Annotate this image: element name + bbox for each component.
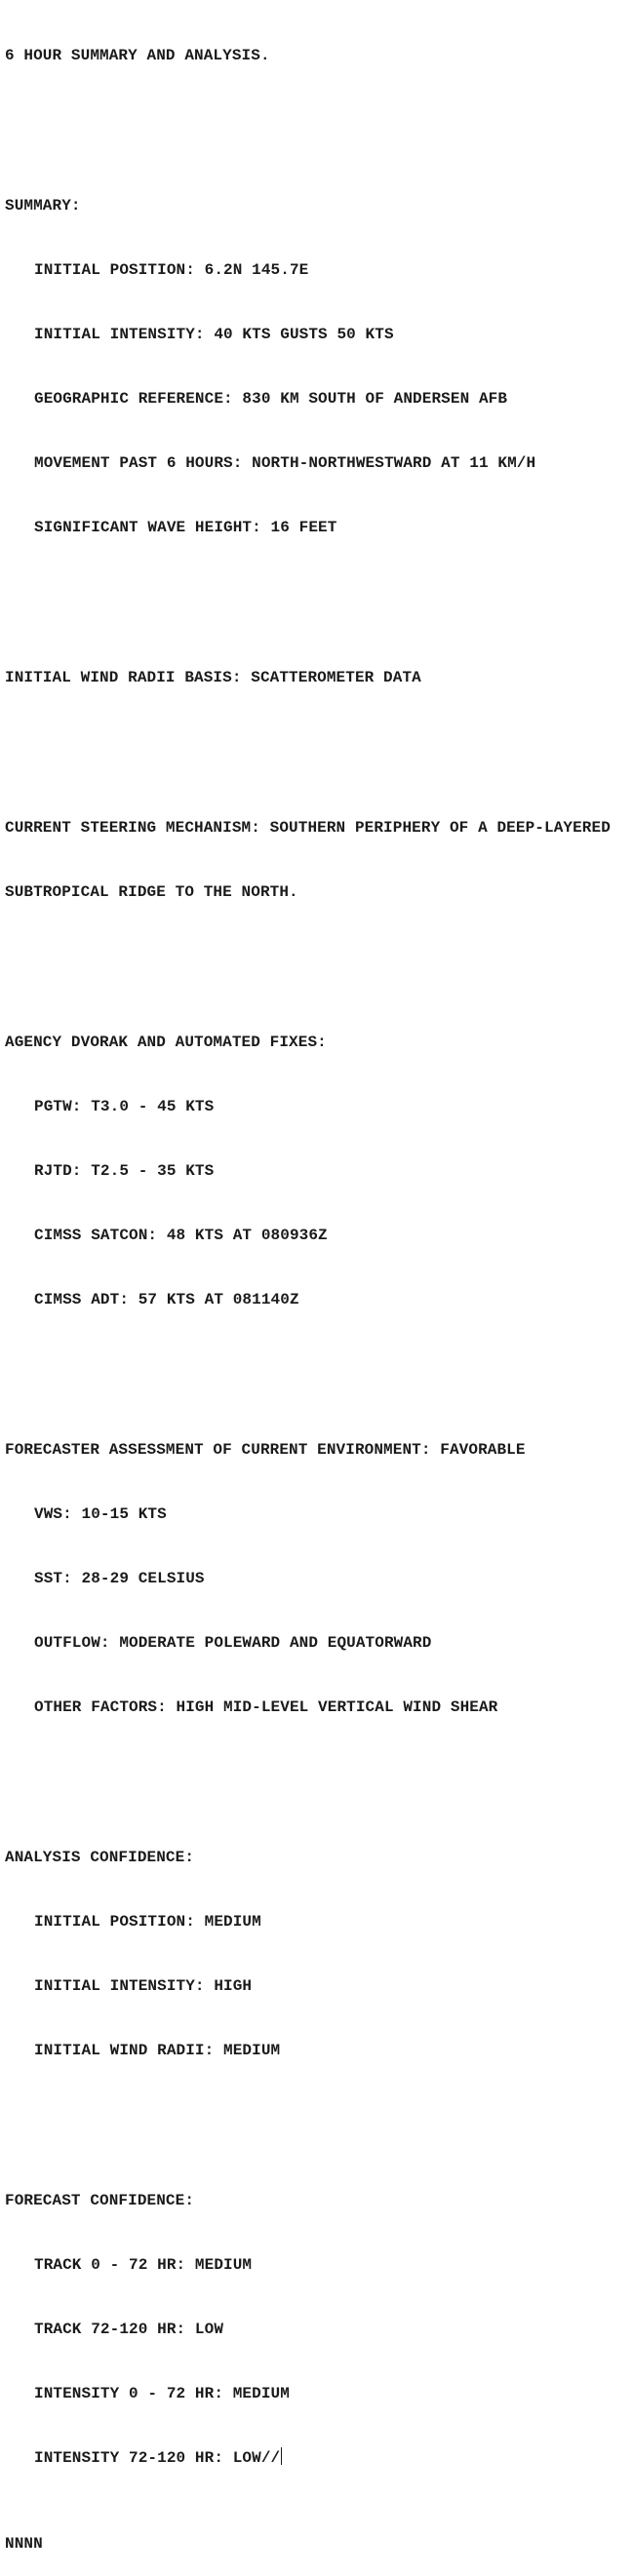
forecast-confidence-intensity-72-120: INTENSITY 72-120 HR: LOW// [34,2449,281,2467]
bulletin-header: 6 HOUR SUMMARY AND ANALYSIS. [5,47,270,64]
fix-pgtw: PGTW: T3.0 - 45 KTS [34,1098,215,1115]
blank-line [5,2104,611,2126]
environment-other-factors: OTHER FACTORS: HIGH MID-LEVEL VERTICAL WIND SHEAR [34,1698,498,1716]
environment-vws: VWS: 10-15 KTS [34,1505,167,1523]
blank-line [5,946,611,967]
forecast-confidence-track-72-120: TRACK 72-120 HR: LOW [34,2321,224,2338]
summary-heading: SUMMARY: [5,197,81,215]
summary-initial-position: INITIAL POSITION: 6.2N 145.7E [34,261,309,279]
summary-geographic-reference: GEOGRAPHIC REFERENCE: 830 KM SOUTH OF ANDERSEN AFB [34,390,508,408]
fix-rjtd: RJTD: T2.5 - 35 KTS [34,1162,215,1180]
steering-mechanism-line-1: CURRENT STEERING MECHANISM: SOUTHERN PERIPHERY OF A DEEP-LAYERED [5,819,611,837]
bulletin-footer: NNNN [5,2535,43,2553]
summary-movement: MOVEMENT PAST 6 HOURS: NORTH-NORTHWESTWARD AT 11 KM/H [34,454,536,472]
fix-cimss-satcon: CIMSS SATCON: 48 KTS AT 080936Z [34,1227,328,1244]
blank-line [5,109,611,131]
blank-line [5,581,611,603]
analysis-confidence-heading: ANALYSIS CONFIDENCE: [5,1849,195,1866]
fix-cimss-adt: CIMSS ADT: 57 KTS AT 081140Z [34,1291,299,1308]
environment-heading: FORECASTER ASSESSMENT OF CURRENT ENVIRONMENT: FAVORABLE [5,1441,526,1459]
steering-mechanism-line-2: SUBTROPICAL RIDGE TO THE NORTH. [5,883,298,901]
bulletin-text-document[interactable] [5,2,611,2576]
environment-outflow: OUTFLOW: MODERATE POLEWARD AND EQUATORWARD [34,1634,432,1652]
environment-sst: SST: 28-29 CELSIUS [34,1570,205,1587]
analysis-confidence-intensity: INITIAL INTENSITY: HIGH [34,1977,253,1995]
wind-radii-basis: INITIAL WIND RADII BASIS: SCATTEROMETER DATA [5,669,421,686]
summary-initial-intensity: INITIAL INTENSITY: 40 KTS GUSTS 50 KTS [34,326,394,343]
forecast-confidence-intensity-0-72: INTENSITY 0 - 72 HR: MEDIUM [34,2385,290,2402]
fixes-heading: AGENCY DVORAK AND AUTOMATED FIXES: [5,1034,327,1051]
analysis-confidence-position: INITIAL POSITION: MEDIUM [34,1913,261,1931]
blank-line [5,1353,611,1375]
forecast-confidence-intensity-72-120-row [5,2447,611,2469]
blank-line [5,731,611,753]
forecast-confidence-heading: FORECAST CONFIDENCE: [5,2192,195,2209]
summary-wave-height: SIGNIFICANT WAVE HEIGHT: 16 FEET [34,519,337,536]
analysis-confidence-wind-radii: INITIAL WIND RADII: MEDIUM [34,2042,281,2059]
text-cursor [281,2447,282,2465]
forecast-confidence-track-0-72: TRACK 0 - 72 HR: MEDIUM [34,2256,253,2274]
blank-line [5,1761,611,1782]
